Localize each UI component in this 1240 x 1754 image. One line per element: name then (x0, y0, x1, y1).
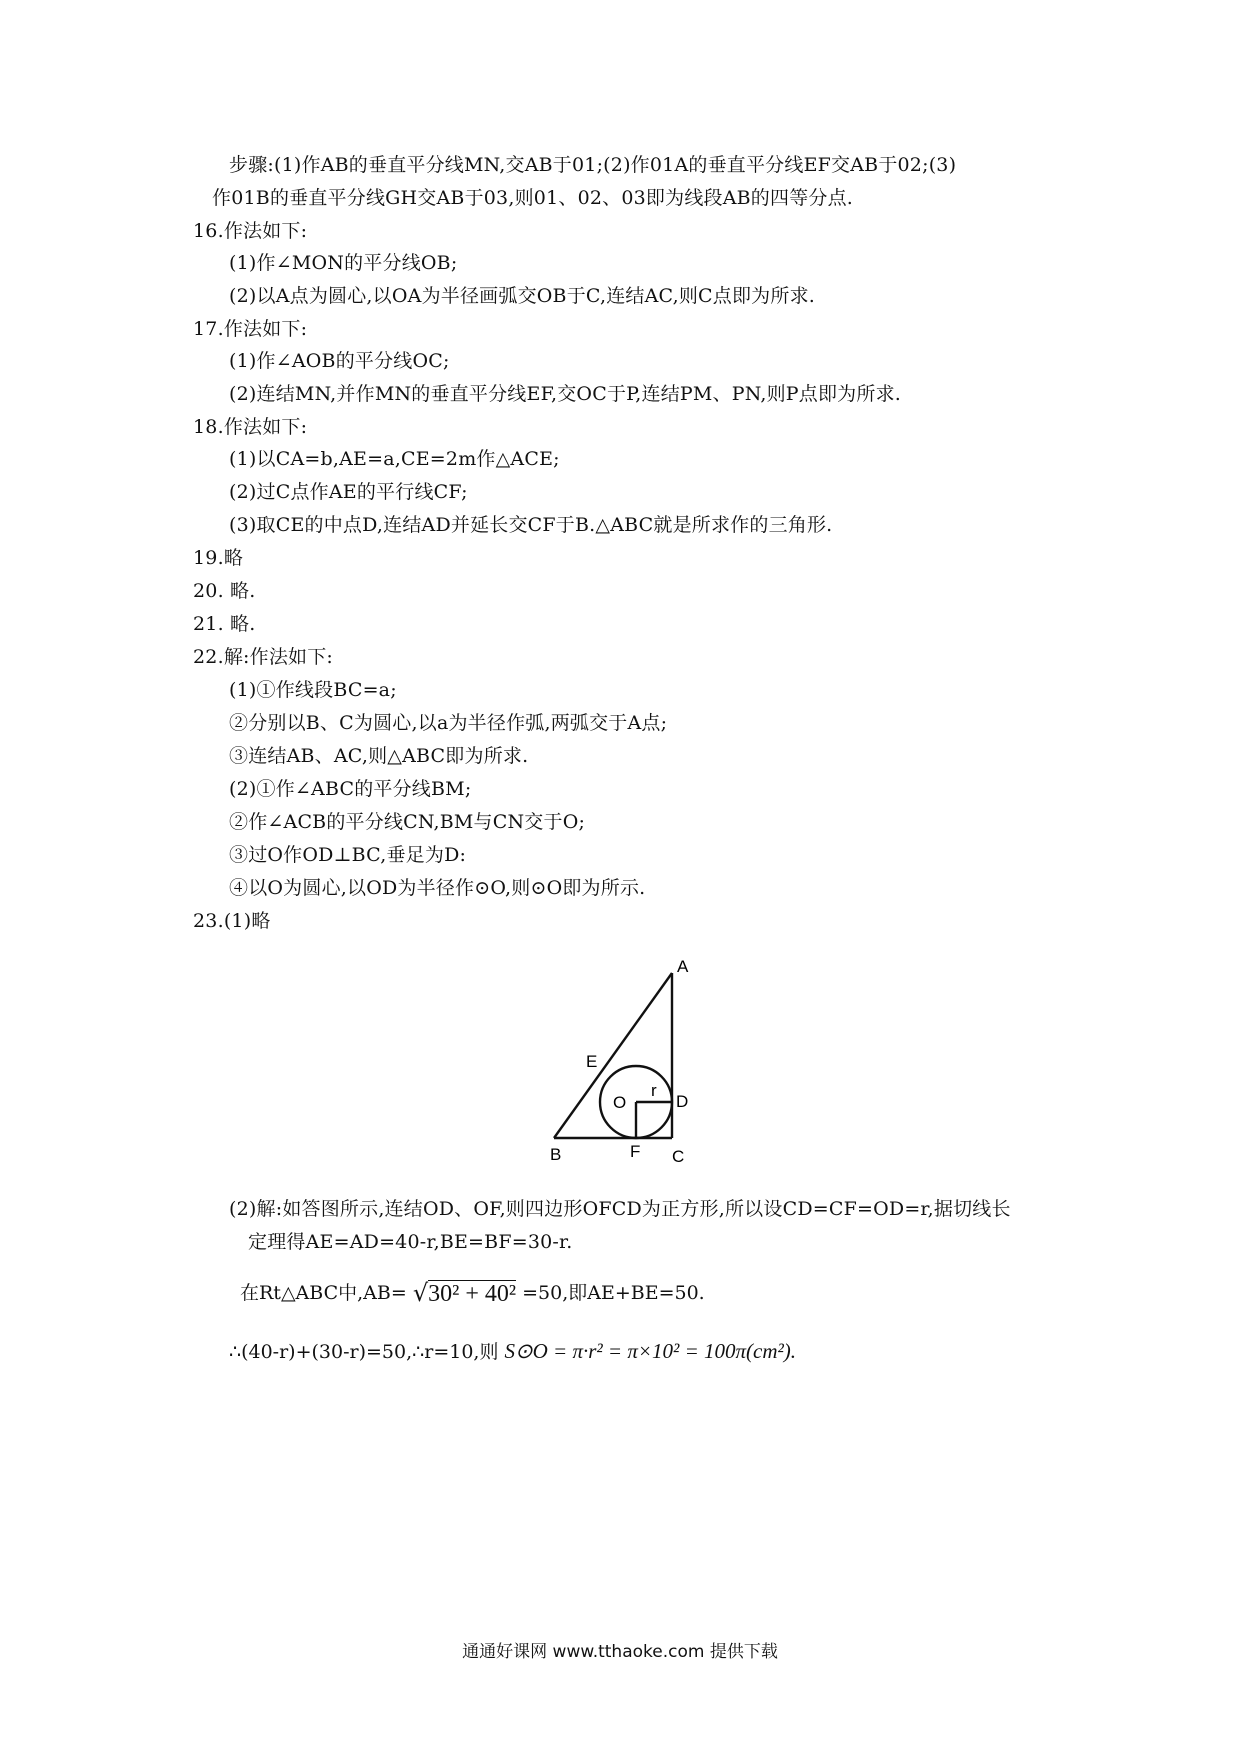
step-text-line-1: 步骤:(1)作AB的垂直平分线MN,交AB于01;(2)作01A的垂直平分线EF交AB于02;(3) (229, 154, 957, 176)
q22-step-7: ④以O为圆心,以OD为半径作⊙O,则⊙O即为所示. (229, 877, 646, 899)
step-text-line-2: 作01B的垂直平分线GH交AB于03,则01、02、03即为线段AB的四等分点. (212, 187, 854, 209)
side-ab (554, 973, 672, 1138)
q16-step-2: (2)以A点为圆心,以OA为半径画弧交OB于C,连结AC,则C点即为所求. (229, 285, 816, 307)
q17-step-1: (1)作∠AOB的平分线OC; (229, 350, 450, 372)
label-o: O (613, 1093, 627, 1112)
label-b: B (550, 1145, 562, 1164)
footer-source-note: 通通好课网 www.tthaoke.com 提供下载 (462, 1642, 778, 1662)
pythagoras-formula-line (240, 1278, 705, 1310)
q22-step-2: ②分别以B、C为圆心,以a为半径作弧,两弧交于A点; (229, 712, 668, 734)
q16-step-1: (1)作∠MON的平分线OB; (229, 252, 458, 274)
q23-part2-line-1: (2)解:如答图所示,连结OD、OF,则四边形OFCD为正方形,所以设CD=CF=OD=r,据切线长 (229, 1198, 1011, 1220)
label-f: F (630, 1142, 641, 1161)
radicand: 30² + 40² (428, 1281, 517, 1307)
q18-heading: 18.作法如下: (193, 416, 308, 438)
q23-heading: 23.(1)略 (193, 910, 271, 932)
q22-step-3: ③连结AB、AC,则△ABC即为所求. (229, 745, 529, 767)
q22-step-4: (2)①作∠ABC的平分线BM; (229, 778, 472, 800)
formula-prefix: 在Rt△ABC中,AB= (240, 1282, 407, 1304)
formula-suffix: =50,即AE+BE=50. (522, 1282, 705, 1304)
q17-step-2: (2)连结MN,并作MN的垂直平分线EF,交OC于P,连结PM、PN,则P点即为所求. (229, 383, 902, 405)
q21-answer: 21. 略. (193, 613, 256, 635)
triangle-incircle-figure (540, 950, 700, 1170)
q16-heading: 16.作法如下: (193, 220, 308, 242)
label-c: C (672, 1147, 685, 1166)
area-prefix: ∴(40-r)+(30-r)=50,∴r=10,则 (229, 1341, 499, 1363)
q19-answer: 19.略 (193, 547, 244, 569)
label-e: E (586, 1052, 598, 1071)
label-a: A (677, 957, 689, 976)
square-root-expression: √30² + 40² (412, 1279, 517, 1307)
q17-heading: 17.作法如下: (193, 318, 308, 340)
q23-part2-line-2: 定理得AE=AD=40-r,BE=BF=30-r. (248, 1231, 573, 1253)
q18-step-3: (3)取CE的中点D,连结AD并延长交CF于B.△ABC就是所求作的三角形. (229, 514, 833, 536)
label-d: D (676, 1092, 689, 1111)
area-math: S⊙O = π·r² = π×10² = 100π(cm²). (504, 1339, 797, 1363)
label-r: r (651, 1081, 657, 1100)
q18-step-2: (2)过C点作AE的平行线CF; (229, 481, 468, 503)
q20-answer: 20. 略. (193, 580, 256, 602)
q22-heading: 22.解:作法如下: (193, 646, 334, 668)
q22-step-1: (1)①作线段BC=a; (229, 679, 397, 701)
q22-step-5: ②作∠ACB的平分线CN,BM与CN交于O; (229, 811, 586, 833)
q18-step-1: (1)以CA=b,AE=a,CE=2m作△ACE; (229, 448, 560, 470)
area-formula-line (229, 1336, 796, 1367)
q22-step-6: ③过O作OD⊥BC,垂足为D: (229, 844, 467, 866)
